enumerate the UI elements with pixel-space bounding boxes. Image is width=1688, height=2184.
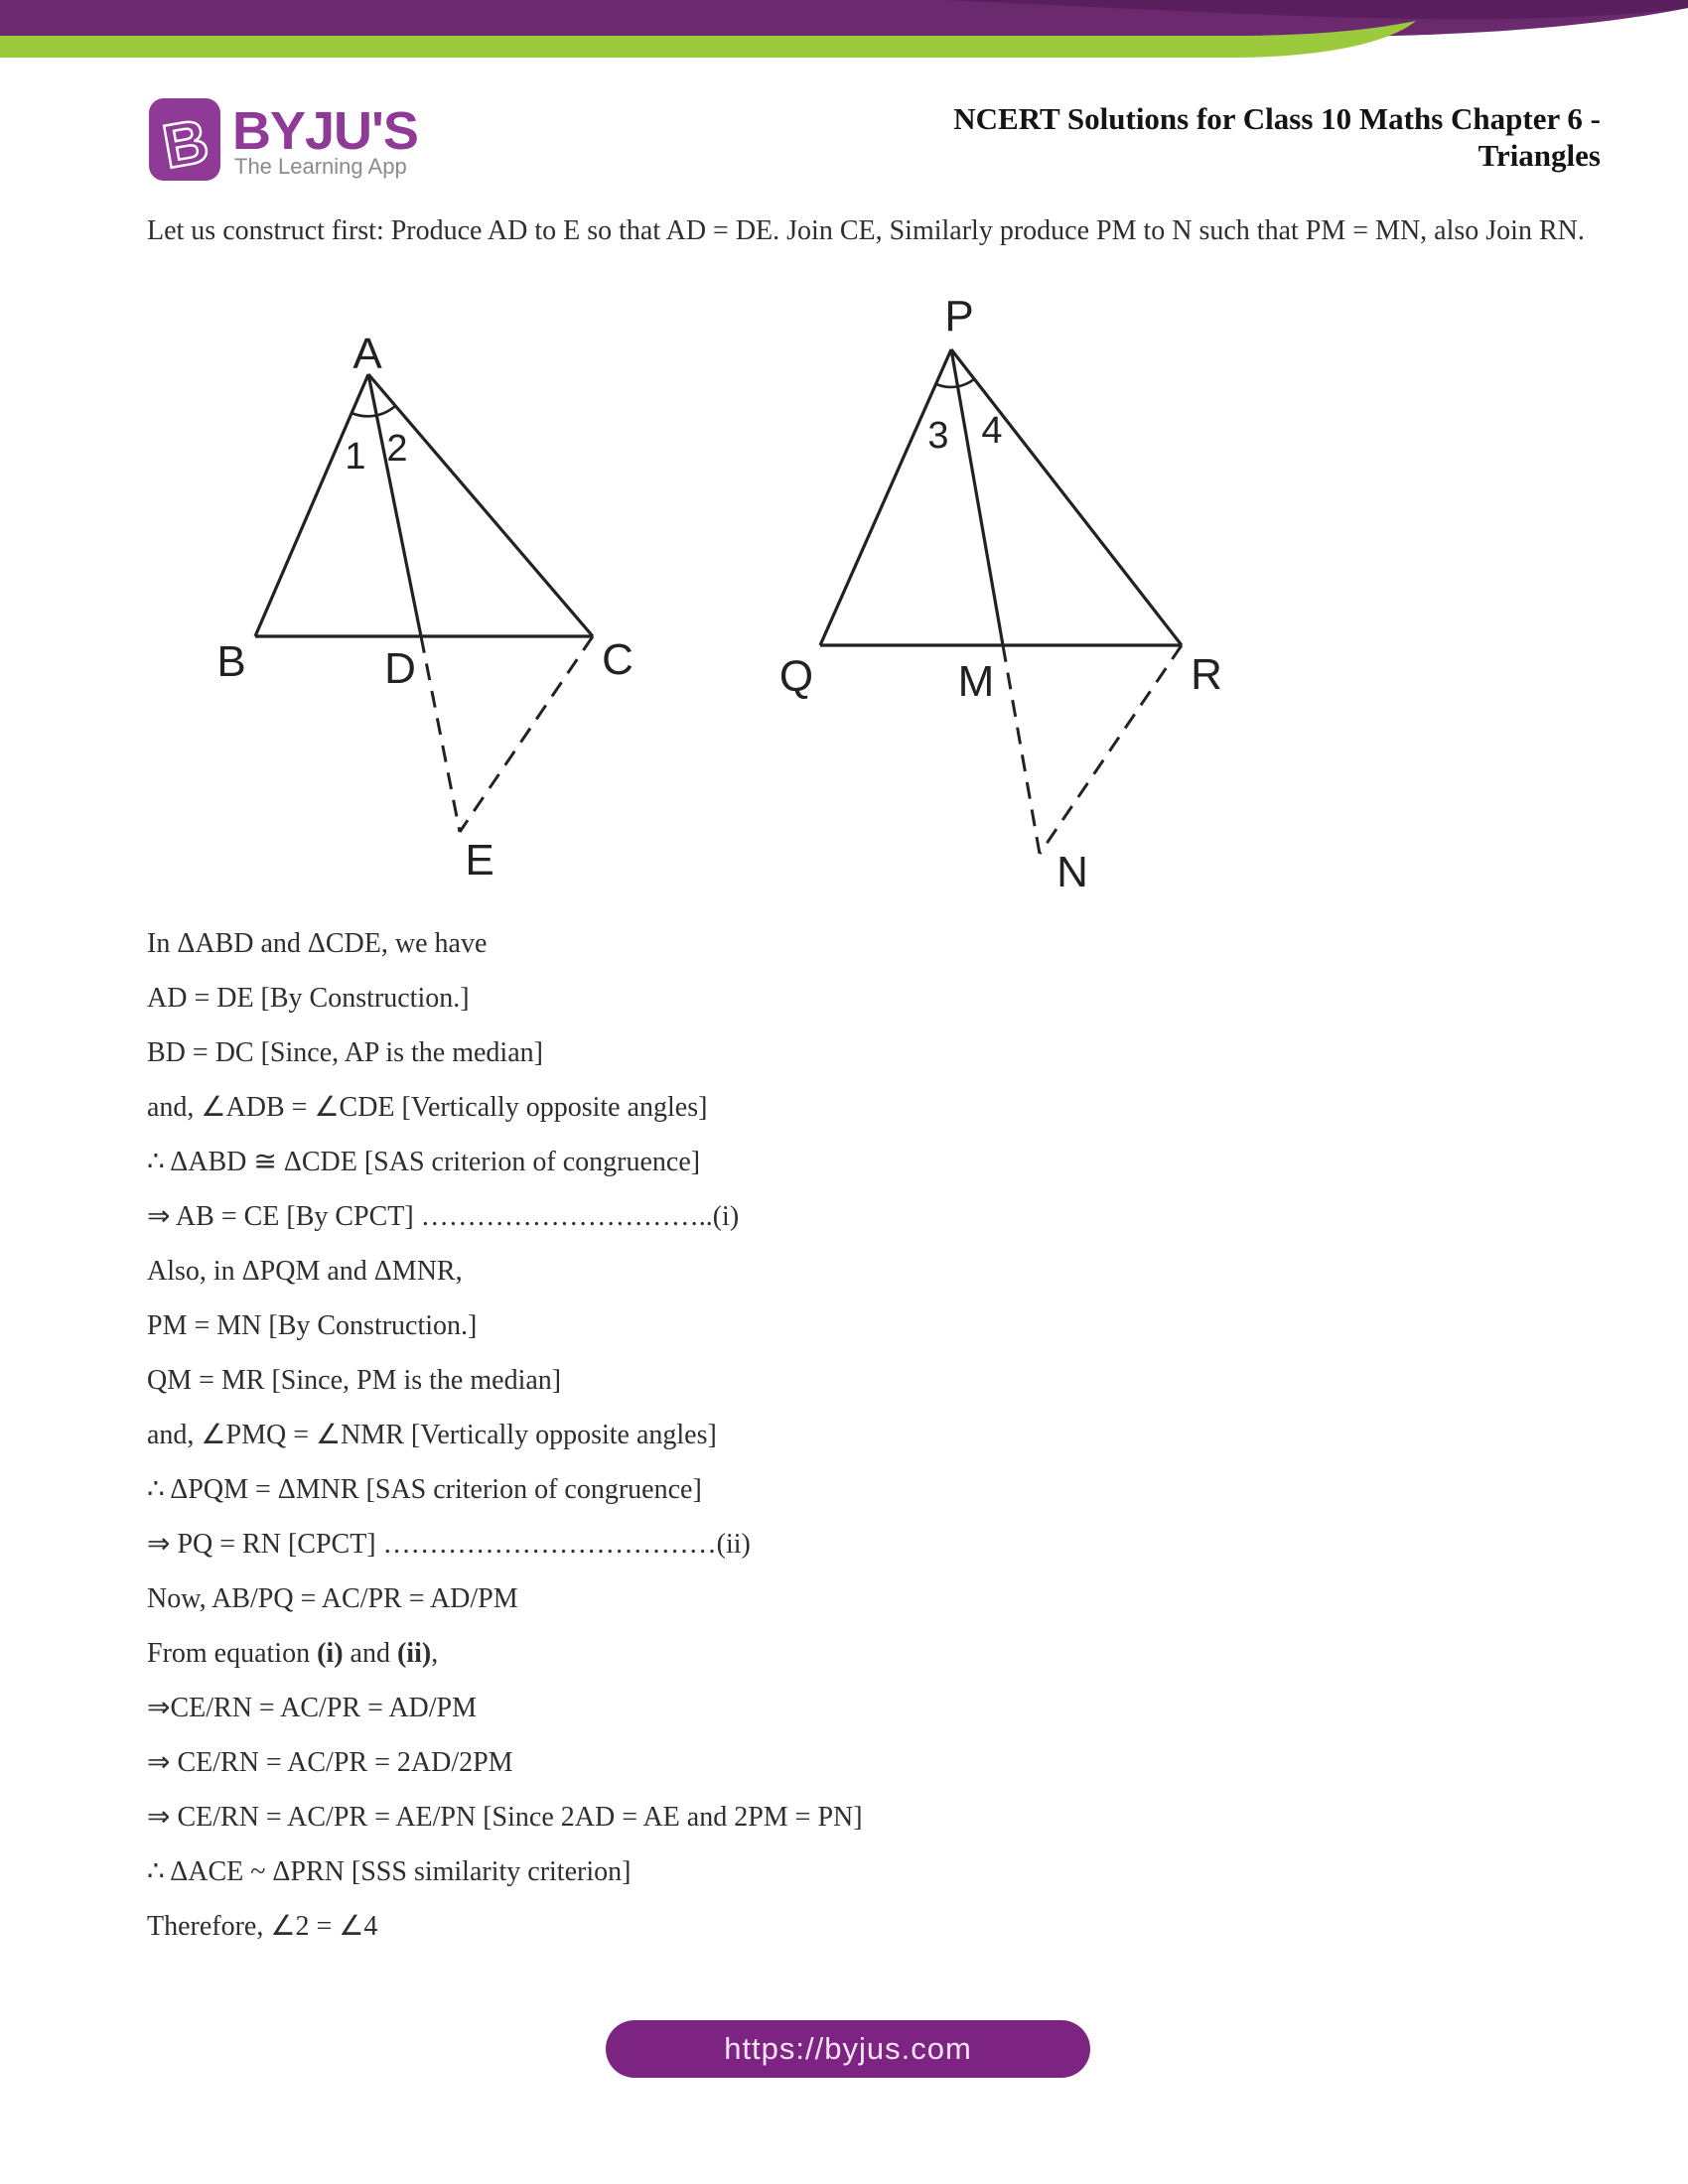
intro-text: Let us construct first: Produce AD to E so that AD = DE. Join CE, Similarly produce PM to N such that PM = MN, also Join RN. bbox=[147, 215, 1585, 246]
page-title bbox=[846, 100, 1601, 174]
proof-line: ∴ ΔPQM = ΔMNR [SAS criterion of congruence] bbox=[147, 1474, 702, 1505]
proof-line: Also, in ΔPQM and ΔMNR, bbox=[147, 1256, 463, 1287]
angle-label-2: 2 bbox=[386, 428, 408, 470]
proof-section bbox=[147, 916, 1587, 1954]
triangle-figure-pqr bbox=[774, 298, 1251, 898]
proof-line: ⇒ PQ = RN [CPCT] ………………………………(ii) bbox=[147, 1529, 751, 1560]
vertex-label-q: Q bbox=[778, 652, 814, 701]
vertex-label-a: A bbox=[352, 333, 382, 378]
vertex-label-p: P bbox=[944, 298, 974, 341]
angle-label-1: 1 bbox=[345, 436, 366, 478]
brand-tagline: The Learning App bbox=[234, 154, 407, 179]
triangle-pqr-lines bbox=[820, 349, 1182, 645]
proof-line: ⇒ AB = CE [By CPCT] …………………………..(i) bbox=[147, 1201, 740, 1232]
proof-line: Therefore, ∠2 = ∠4 bbox=[147, 1911, 378, 1942]
proof-line: ∴ ΔACE ~ ΔPRN [SSS similarity criterion] bbox=[147, 1856, 632, 1887]
proof-line: BD = DC [Since, AP is the median] bbox=[147, 1037, 543, 1068]
proof-line: In ΔABD and ΔCDE, we have bbox=[147, 928, 488, 959]
logo-letter: B bbox=[157, 106, 213, 183]
footer-url-pill[interactable] bbox=[606, 2020, 1090, 2078]
angle-label-4: 4 bbox=[981, 410, 1003, 452]
from-equation-prefix: From equation bbox=[147, 1638, 318, 1669]
vertex-label-b: B bbox=[216, 637, 246, 686]
vertex-label-c: C bbox=[602, 635, 633, 684]
title-line-2: Triangles bbox=[1477, 138, 1601, 173]
construction-dashed-lines-mn-rn bbox=[1003, 645, 1182, 854]
angle-label-3: 3 bbox=[927, 415, 949, 457]
proof-line: PM = MN [By Construction.] bbox=[147, 1310, 478, 1341]
equation-ref-ii: (ii) bbox=[396, 1638, 432, 1669]
byjus-logo bbox=[147, 93, 485, 188]
proof-line-from-equation bbox=[147, 1626, 1587, 1681]
proof-line: QM = MR [Since, PM is the median] bbox=[147, 1365, 562, 1396]
vertex-label-e: E bbox=[465, 836, 494, 885]
vertex-label-n: N bbox=[1056, 848, 1088, 893]
proof-line: AD = DE [By Construction.] bbox=[147, 983, 470, 1014]
footer-url-text: https://byjus.com bbox=[724, 2031, 972, 2066]
proof-line: ⇒ CE/RN = AC/PR = 2AD/2PM bbox=[147, 1747, 513, 1778]
from-equation-and: and bbox=[343, 1638, 397, 1669]
from-equation-comma: , bbox=[431, 1638, 439, 1669]
vertex-label-r: R bbox=[1191, 650, 1222, 699]
proof-line: ⇒CE/RN = AC/PR = AD/PM bbox=[147, 1693, 478, 1723]
proof-line: Now, AB/PQ = AC/PR = AD/PM bbox=[147, 1583, 518, 1614]
proof-line: ∴ ΔABD ≅ ΔCDE [SAS criterion of congruence] bbox=[147, 1147, 701, 1177]
triangle-figure-abc bbox=[204, 333, 670, 903]
vertex-label-d: D bbox=[384, 644, 416, 693]
triangle-abc-lines bbox=[255, 374, 593, 636]
brand-name: BYJU'S bbox=[232, 101, 418, 161]
equation-ref-i: (i) bbox=[317, 1638, 344, 1669]
title-line-1: NCERT Solutions for Class 10 Maths Chapter 6 - bbox=[953, 101, 1601, 136]
proof-line: and, ∠PMQ = ∠NMR [Vertically opposite angles] bbox=[147, 1420, 717, 1450]
angle-arc-at-a bbox=[352, 406, 395, 416]
vertex-label-m: M bbox=[957, 657, 995, 706]
proof-line: ⇒ CE/RN = AC/PR = AE/PN [Since 2AD = AE and 2PM = PN] bbox=[147, 1802, 863, 1833]
proof-line: and, ∠ADB = ∠CDE [Vertically opposite angles] bbox=[147, 1092, 708, 1123]
construction-dashed-lines-de-ce bbox=[421, 636, 593, 832]
